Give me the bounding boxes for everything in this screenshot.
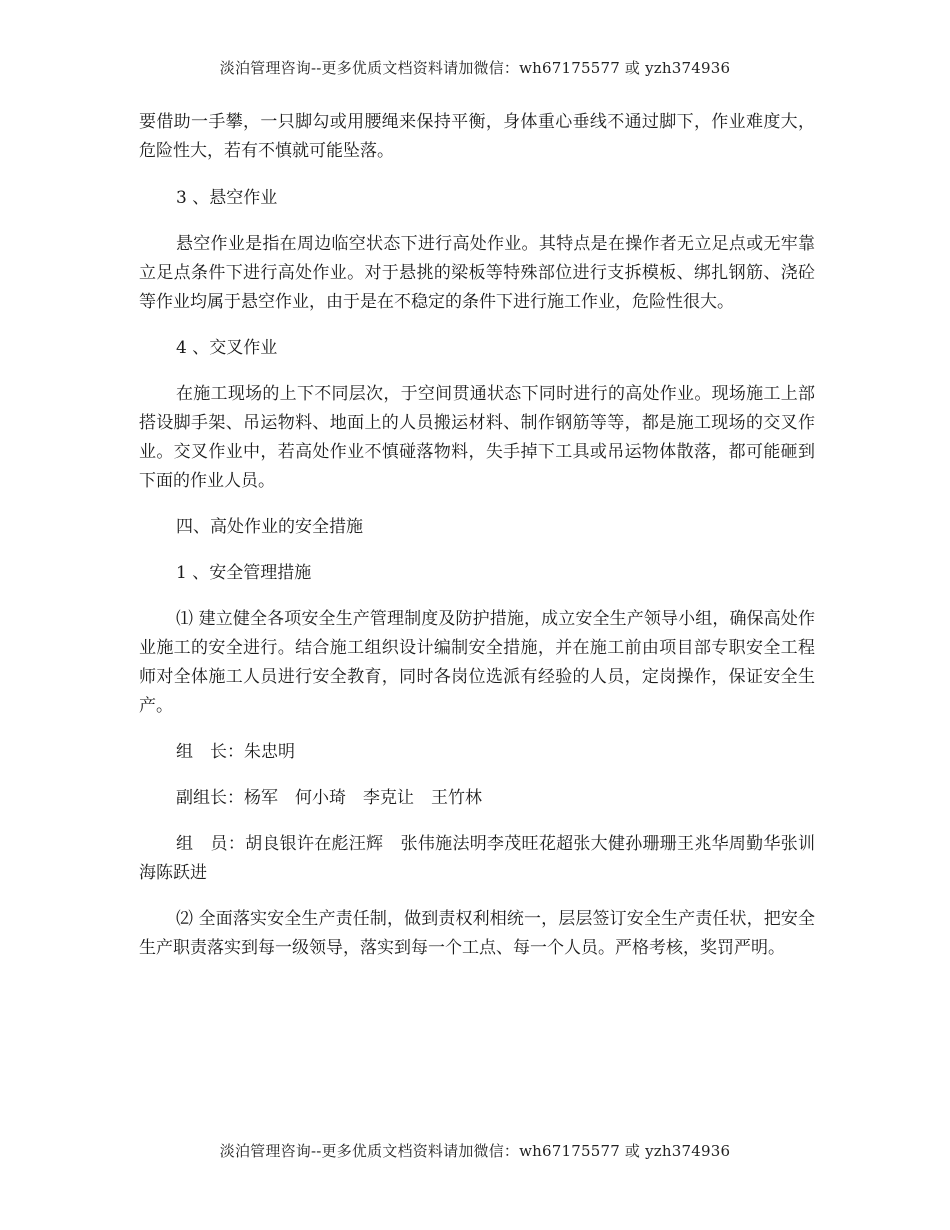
paragraph-responsibility-system: ⑵ 全面落实安全生产责任制，做到责权利相统一，层层签订安全生产责任状，把安全生产职责落实到每一级领导，落实到每一个工点、每一个人员。严格考核，奖罚严明。 <box>139 909 815 958</box>
deputy-leaders-line: 副组长：杨军 何小琦 李克让 王竹林 <box>176 788 482 808</box>
paragraph-management-system: ⑴ 建立健全各项安全生产管理制度及防护措施，成立安全生产领导小组，确保高处作业施工的安全进行。结合施工组织设计编制安全措施，并在施工前由项目部专职安全工程师对全体施工人员进行安全教育，同时各岗位选派有经验的人员，定岗操作，保证安全生产。 <box>139 609 815 716</box>
section-heading-safety-measures: 四、高处作业的安全措施 <box>176 517 363 537</box>
page-footer: 淡泊管理咨询--更多优质文档资料请加微信：wh67175577 或 yzh374936 <box>219 1142 731 1160</box>
paragraph-suspended-work: 悬空作业是指在周边临空状态下进行高处作业。其特点是在操作者无立足点或无牢靠立足点条件下进行高处作业。对于悬挑的梁板等特殊部位进行支拆模板、绑扎钢筋、浇砼等作业均属于悬空作业，由于是在不稳定的条件下进行施工作业，危险性很大。 <box>139 234 815 312</box>
heading-cross-work: 4 、交叉作业 <box>176 338 278 358</box>
paragraph-cross-work: 在施工现场的上下不同层次，于空间贯通状态下同时进行的高处作业。现场施工上部搭设脚手架、吊运物料、地面上的人员搬运材料、制作钢筋等等，都是施工现场的交叉作业。交叉作业中，若高处作业不慎碰落物料，失手掉下工具或吊运物体散落，都可能砸到下面的作业人员。 <box>139 384 815 491</box>
team-members-line: 组 员：胡良银许在彪汪辉 张伟施法明李茂旺花超张大健孙珊珊王兆华周勤华张训海陈跃进 <box>139 834 815 883</box>
paragraph-continuation: 要借助一手攀，一只脚勾或用腰绳来保持平衡，身体重心垂线不通过脚下，作业难度大，危险性大，若有不慎就可能坠落。 <box>139 112 815 161</box>
document-body <box>139 108 815 980</box>
heading-suspended-work: 3 、悬空作业 <box>176 188 278 208</box>
heading-safety-management: 1 、安全管理措施 <box>176 563 312 583</box>
page-header: 淡泊管理咨询--更多优质文档资料请加微信：wh67175577 或 yzh374936 <box>219 59 731 77</box>
team-leader-line: 组 长：朱忠明 <box>176 742 295 762</box>
